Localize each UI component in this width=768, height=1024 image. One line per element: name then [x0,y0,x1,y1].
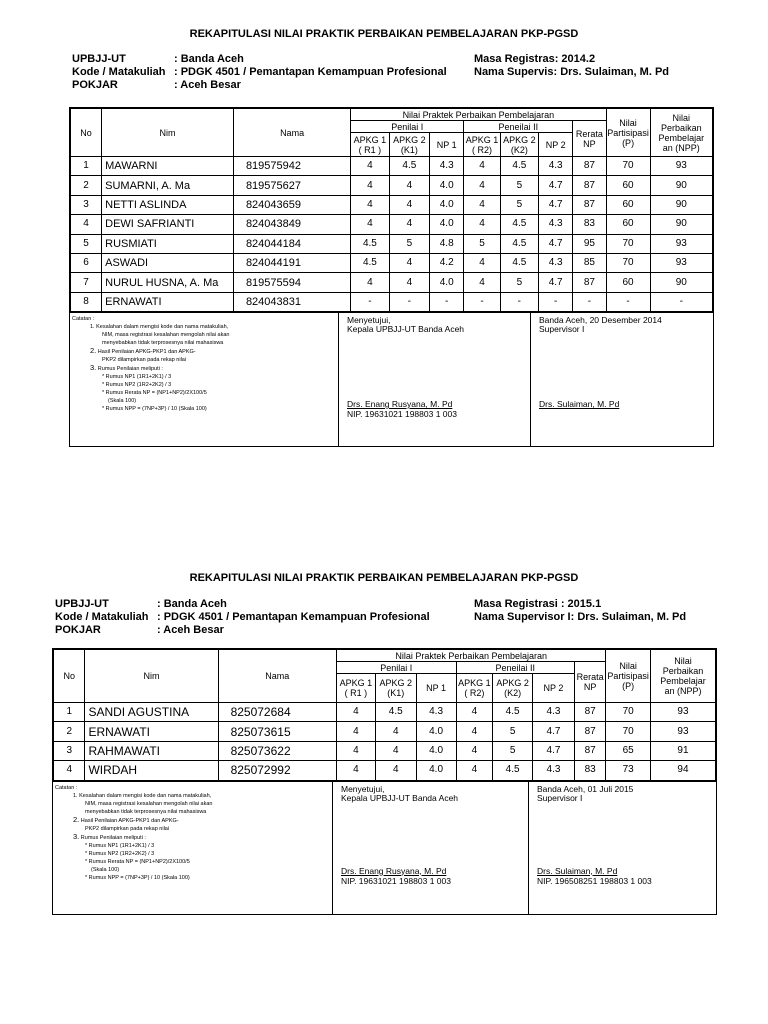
kepala-upbjj: Kepala UPBJJ-UT Banda Aceh [347,324,465,335]
apkg2-k1: 4.5 [389,157,429,176]
apkg2-k1: 4 [375,741,416,760]
col-np2: NP 2 [533,674,575,703]
student-nim: 824043659 [233,195,350,214]
nilai-partisipasi: 70 [606,253,650,272]
apkg1-r2: 4 [456,761,493,780]
np1: 4.8 [430,234,464,253]
nip-supervisor: NIP. 196508251 198803 1 003 [537,875,652,886]
table-row [54,761,716,780]
apkg2-k2: 4.5 [500,234,538,253]
nilai-partisipasi: 60 [606,195,650,214]
student-nim: 819575594 [233,273,350,292]
np2: 4.3 [539,215,573,234]
apkg1-r1: 4 [351,215,389,234]
rerata-np: 87 [573,176,606,195]
apkg1-r1: - [351,292,389,311]
apkg2-k1: 4 [389,273,429,292]
col-partisipasi: Nilai Partisipasi (P) [606,650,651,703]
np1: 4.0 [430,273,464,292]
nilai-partisipasi: 70 [606,722,651,741]
student-name: ERNAWATI [85,722,218,741]
nilai-npp: 93 [650,234,712,253]
apkg2-k2: 5 [500,176,538,195]
student-nim: 824044184 [233,234,350,253]
rerata-np: - [573,292,606,311]
pokjar-value: : Aceh Besar [174,79,241,91]
nilai-npp: 93 [650,157,712,176]
nilai-npp: 93 [650,253,712,272]
apkg1-r2: 5 [464,234,500,253]
apkg1-r2: 4 [464,253,500,272]
col-rerata: Rerata NP [573,121,606,157]
upbjj-label: UPBJJ-UT [72,53,126,65]
student-nim: 824043849 [233,215,350,234]
report-title: REKAPITULASI NILAI PRAKTIK PERBAIKAN PEMBELAJARAN PKP-PGSD [189,28,579,40]
nilai-partisipasi: 70 [606,157,650,176]
apkg2-k2: 4.5 [500,157,538,176]
col-no: No [54,650,85,703]
nilai-partisipasi: 60 [606,273,650,292]
apkg1-r1: 4 [351,157,389,176]
apkg1-r2: 4 [464,215,500,234]
row-no: 4 [71,215,102,234]
sign-date: Banda Aceh, 01 Juli 2015 [537,783,634,794]
apkg1-r1: 4 [337,703,376,722]
apkg2-k1: 4 [389,176,429,195]
apkg1-r2: - [464,292,500,311]
apkg2-k2: 4.5 [500,215,538,234]
kode-label: Kode / Matakuliah [72,66,166,78]
kepala-upbjj: Kepala UPBJJ-UT Banda Aceh [341,792,459,803]
col-apkg1-r1: APKG 1 ( R1 ) [351,133,389,157]
col-no: No [71,109,102,157]
col-penilai-1: Penilai I [337,662,456,674]
np1: 4.0 [430,215,464,234]
student-nim: 824043831 [233,292,350,311]
apkg2-k2: - [500,292,538,311]
upbjj-value: : Banda Aceh [157,598,227,610]
kode-label: Kode / Matakuliah [55,611,149,623]
np1: 4.0 [416,741,456,760]
student-nim: 825072992 [218,761,336,780]
signer-kepala: Drs. Enang Rusyana, M. Pd [347,399,453,410]
col-nim: Nim [85,650,218,703]
np2: 4.7 [539,195,573,214]
col-npp: Nilai Perbaikan Pembelajar an (NPP) [650,109,712,157]
student-name: NETTI ASLINDA [102,195,234,214]
student-name: DEWI SAFRIANTI [102,215,234,234]
report-title: REKAPITULASI NILAI PRAKTIK PERBAIKAN PEMBELAJARAN PKP-PGSD [189,572,579,584]
np1: 4.3 [416,703,456,722]
nilai-npp: - [650,292,712,311]
kode-value: : PDGK 4501 / Pemantapan Kemampuan Profesional [157,611,430,623]
row-no: 2 [54,722,85,741]
apkg2-k1: 4 [389,195,429,214]
masa-registrasi: Masa Registras: 2014.2 [474,53,596,65]
menyetujui: Menyetujui, [347,315,391,326]
np2: 4.7 [539,234,573,253]
col-nim: Nim [102,109,234,157]
nilai-npp: 93 [650,703,715,722]
upbjj-label: UPBJJ-UT [55,598,109,610]
table-row [54,722,716,741]
pokjar-value: : Aceh Besar [157,624,224,636]
apkg2-k2: 4.5 [493,703,533,722]
student-name: MAWARNI [102,157,234,176]
nama-supervisor: Nama Supervisor I: Drs. Sulaiman, M. Pd [474,611,687,623]
apkg2-k1: 4 [389,253,429,272]
nilai-partisipasi: 70 [606,703,651,722]
rerata-np: 87 [573,195,606,214]
row-no: 3 [71,195,102,214]
apkg2-k2: 5 [500,273,538,292]
col-np1: NP 1 [416,674,456,703]
supervisor-label: Supervisor I [537,792,583,803]
nilai-partisipasi: - [606,292,650,311]
nilai-partisipasi: 60 [606,215,650,234]
student-name: RUSMIATI [102,234,234,253]
np1: 4.0 [416,722,456,741]
np2: 4.3 [539,253,573,272]
np2: 4.3 [539,157,573,176]
nilai-partisipasi: 70 [606,234,650,253]
apkg1-r1: 4 [351,273,389,292]
nilai-partisipasi: 65 [606,741,651,760]
nama-supervisor: Nama Supervis: Drs. Sulaiman, M. Pd [474,66,670,78]
rerata-np: 85 [573,253,606,272]
row-no: 4 [54,761,85,780]
nilai-partisipasi: 73 [606,761,651,780]
upbjj-value: : Banda Aceh [174,53,244,65]
sign-date: Banda Aceh, 20 Desember 2014 [539,315,662,326]
row-no: 8 [71,292,102,311]
apkg1-r2: 4 [456,703,493,722]
col-penilai-2: Peneilai II [456,662,574,674]
apkg1-r2: 4 [464,273,500,292]
row-no: 3 [54,741,85,760]
apkg2-k2: 5 [500,195,538,214]
col-group-praktek: Nilai Praktek Perbaikan Pembelajaran [337,650,606,662]
notes-cell: Catatan : 1. Kesalahan dalam mengisi kode dan nama matakuliah, NIM, masa registrasi kesalahan mengolah nilai akan menyebabkan tidak terprosesnya nilai mahasiswa 2. Hasil Penilaian APKG-PKP1 dan APKG- PKP2 dilampirkan pada rekap nilai 3. Rumus Penilaian meliputi : * Rumus NP1 (1R1+2K1) / 3 * Rumus NP2 (1R2+2K2) / 3 * Rumus Rerata NP = (NP1+NP2)/2X100/5 (Skala 100) * Rumus NPP = (7NP+3P) / 10 (Skala 100) [70,313,339,446]
np1: - [430,292,464,311]
apkg2-k2: 5 [493,722,533,741]
student-nim: 819575942 [233,157,350,176]
np2: 4.7 [539,273,573,292]
row-no: 1 [71,157,102,176]
col-rerata: Rerata NP [574,662,605,703]
col-apkg2-k1: APKG 2 (K1) [375,674,416,703]
apkg2-k1: 4 [389,215,429,234]
np2: 4.3 [533,703,575,722]
supervisor-cell [529,782,716,914]
student-name: NURUL HUSNA, A. Ma [102,273,234,292]
apkg2-k1: 4 [375,761,416,780]
np2: 4.7 [533,722,575,741]
np1: 4.0 [430,195,464,214]
student-name: WIRDAH [85,761,218,780]
np2: - [539,292,573,311]
nilai-npp: 91 [650,741,715,760]
col-np2: NP 2 [539,133,573,157]
apkg1-r2: 4 [464,195,500,214]
col-nama: Nama [233,109,350,157]
rerata-np: 87 [574,703,605,722]
apkg2-k2: 4.5 [500,253,538,272]
apkg2-k1: 4.5 [375,703,416,722]
rerata-np: 87 [574,722,605,741]
nilai-npp: 94 [650,761,715,780]
np1: 4.0 [430,176,464,195]
col-apkg2-k1: APKG 2 (K1) [389,133,429,157]
col-np1: NP 1 [430,133,464,157]
nilai-npp: 90 [650,215,712,234]
np1: 4.0 [416,761,456,780]
grade-table [52,648,717,782]
col-penilai-2: Peneilai II [464,121,573,133]
pokjar-label: POKJAR [72,79,118,91]
table-row [54,703,716,722]
col-nama: Nama [218,650,336,703]
signer-supervisor: Drs. Sulaiman, M. Pd [537,865,618,876]
rerata-np: 83 [574,761,605,780]
nilai-partisipasi: 60 [606,176,650,195]
apkg1-r2: 4 [456,722,493,741]
apkg1-r1: 4 [337,741,376,760]
student-nim: 819575627 [233,176,350,195]
col-apkg1-r2: APKG 1 ( R2) [456,674,493,703]
apkg2-k1: 5 [389,234,429,253]
apkg1-r1: 4 [351,195,389,214]
row-no: 7 [71,273,102,292]
table-row [54,741,716,760]
supervisor-label: Supervisor I [539,324,585,335]
nilai-npp: 90 [650,195,712,214]
row-no: 1 [54,703,85,722]
student-nim: 825072684 [218,703,336,722]
apkg1-r1: 4 [351,176,389,195]
student-nim: 824044191 [233,253,350,272]
student-nim: 825073615 [218,722,336,741]
row-no: 5 [71,234,102,253]
apkg1-r2: 4 [464,176,500,195]
apkg1-r1: 4 [337,722,376,741]
signer-kepala: Drs. Enang Rusyana, M. Pd [341,865,447,876]
apkg2-k2: 5 [493,741,533,760]
col-penilai-1: Penilai I [351,121,464,133]
col-apkg2-k2: APKG 2 (K2) [500,133,538,157]
pokjar-label: POKJAR [55,624,101,636]
np2: 4.3 [533,761,575,780]
nilai-npp: 90 [650,176,712,195]
col-npp: Nilai Perbaikan Pembelajar an (NPP) [650,650,715,703]
student-name: ERNAWATI [102,292,234,311]
kode-value: : PDGK 4501 / Pemantapan Kemampuan Profesional [174,66,447,78]
apkg2-k1: 4 [375,722,416,741]
student-name: RAHMAWATI [85,741,218,760]
notes-cell: Catatan : 1. Kesalahan dalam mengisi kode dan nama matakuliah, NIM, masa registrasi kesalahan mengolah nilai akan menyebabkan tidak terprosesnya nilai mahasiswa 2. Hasil Penilaian APKG-PKP1 dan APKG- PKP2 dilampirkan pada rekap nilai 3. Rumus Penilaian meliputi : * Rumus NP1 (1R1+2K1) / 3 * Rumus NP2 (1R2+2K2) / 3 * Rumus Rerata NP = (NP1+NP2)/2X100/5 (Skala 100) * Rumus NPP = (7NP+3P) / 10 (Skala 100) [53,782,333,914]
signer-supervisor: Drs. Sulaiman, M. Pd [539,399,620,410]
student-name: SUMARNI, A. Ma [102,176,234,195]
signature-footer [52,782,717,915]
student-name: ASWADI [102,253,234,272]
rerata-np: 87 [573,273,606,292]
rerata-np: 83 [573,215,606,234]
rerata-np: 87 [573,157,606,176]
student-nim: 825073622 [218,741,336,760]
np1: 4.3 [430,157,464,176]
apkg1-r1: 4.5 [351,253,389,272]
rerata-np: 95 [573,234,606,253]
np2: 4.7 [533,741,575,760]
apkg1-r1: 4.5 [351,234,389,253]
menyetujui: Menyetujui, [341,783,385,794]
approval-cell [333,782,529,914]
row-no: 2 [71,176,102,195]
apkg1-r1: 4 [337,761,376,780]
nilai-npp: 93 [650,722,715,741]
masa-registrasi: Masa Registrasi : 2015.1 [474,598,602,610]
rerata-np: 87 [574,741,605,760]
col-apkg1-r1: APKG 1 ( R1 ) [337,674,376,703]
np1: 4.2 [430,253,464,272]
nip-kepala: NIP. 19631021 198803 1 003 [347,409,457,420]
nilai-npp: 90 [650,273,712,292]
apkg2-k1: - [389,292,429,311]
col-partisipasi: Nilai Partisipasi (P) [606,109,650,157]
nip-kepala: NIP. 19631021 198803 1 003 [341,875,451,886]
row-no: 6 [71,253,102,272]
col-group-praktek: Nilai Praktek Perbaikan Pembelajaran [351,109,606,121]
np2: 4.7 [539,176,573,195]
student-name: SANDI AGUSTINA [85,703,218,722]
apkg1-r2: 4 [456,741,493,760]
col-apkg1-r2: APKG 1 ( R2) [465,134,499,155]
apkg2-k2: 4.5 [493,761,533,780]
apkg1-r2: 4 [464,157,500,176]
col-apkg2-k2: APKG 2 (K2) [493,674,533,703]
